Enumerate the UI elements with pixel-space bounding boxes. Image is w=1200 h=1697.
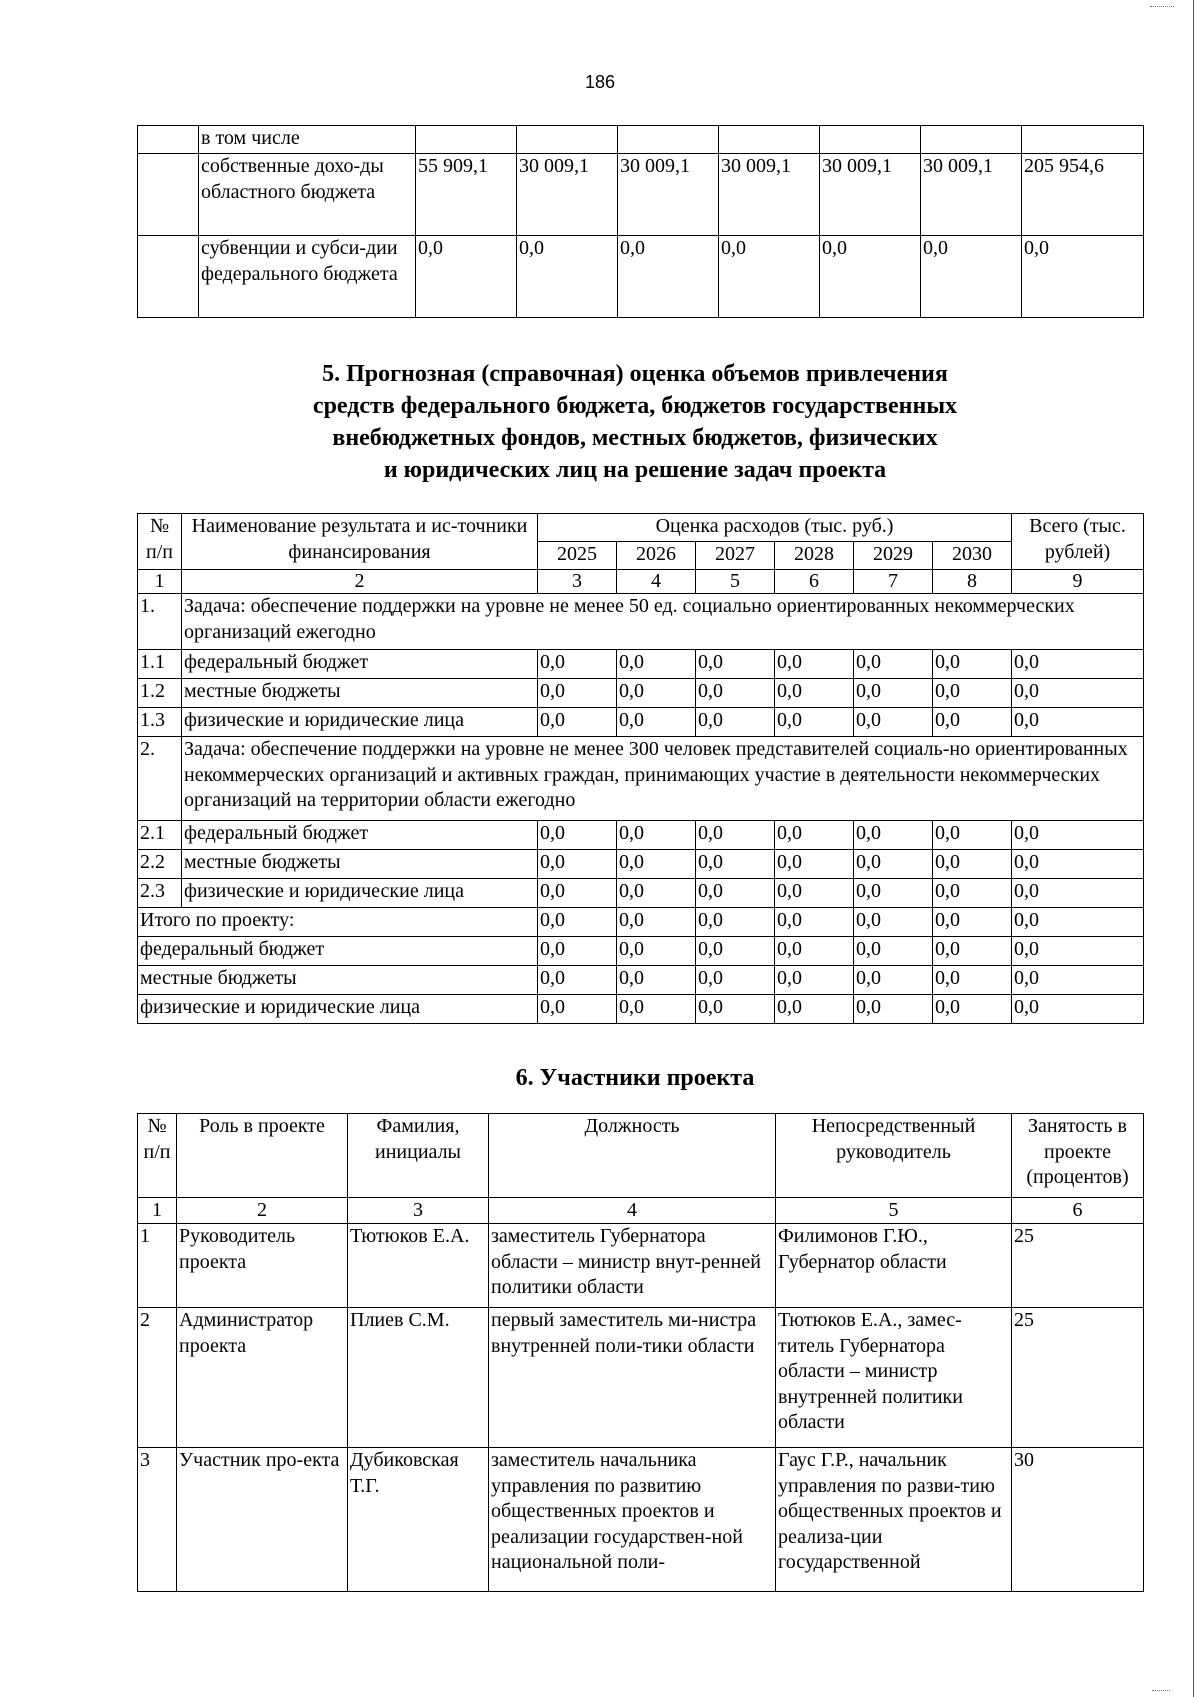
budget-row — [138, 236, 1144, 318]
total-row — [138, 908, 1144, 937]
funding-value: 0,0 — [933, 708, 1012, 737]
participant-manager: Филимонов Г.Ю., Губернатор области — [776, 1224, 1012, 1308]
total-value: 0,0 — [696, 937, 775, 966]
budget-value: 0,0 — [1022, 236, 1144, 318]
total-value: 0,0 — [854, 937, 933, 966]
funding-value: 0,0 — [696, 821, 775, 850]
funding-value: 0,0 — [775, 650, 854, 679]
funding-source: местные бюджеты — [182, 679, 538, 708]
funding-value: 0,0 — [696, 708, 775, 737]
total-value: 0,0 — [538, 937, 617, 966]
budget-value: 30 009,1 — [820, 154, 921, 236]
column-numbers-row — [138, 570, 1144, 594]
funding-source: физические и юридические лица — [182, 708, 538, 737]
funding-value: 0,0 — [933, 821, 1012, 850]
scan-corner-mark — [1150, 0, 1174, 7]
total-row — [138, 995, 1144, 1024]
column-number: 1 — [138, 570, 182, 594]
funding-value: 0,0 — [933, 650, 1012, 679]
funding-row — [138, 879, 1144, 908]
header-num: № п/п — [138, 1114, 177, 1198]
total-value: 0,0 — [1012, 908, 1144, 937]
column-number: 6 — [1012, 1198, 1144, 1224]
participant-role: Администратор проекта — [177, 1308, 348, 1448]
funding-value: 0,0 — [854, 708, 933, 737]
total-value: 0,0 — [696, 908, 775, 937]
column-number: 8 — [933, 570, 1012, 594]
funding-num: 2.2 — [138, 850, 182, 879]
participant-manager: Тютюков Е.А., замес-титель Губернатора области – министр внутренней политики области — [776, 1308, 1012, 1448]
task-num: 1. — [138, 594, 182, 650]
task-row — [138, 594, 1144, 650]
total-value: 0,0 — [617, 937, 696, 966]
budget-row — [138, 126, 1144, 154]
column-number: 2 — [177, 1198, 348, 1224]
header-year: 2030 — [933, 542, 1012, 570]
budget-value: 205 954,6 — [1022, 154, 1144, 236]
total-label: физические и юридические лица — [138, 995, 538, 1024]
funding-estimate-table — [137, 513, 1144, 1024]
funding-row — [138, 679, 1144, 708]
funding-value: 0,0 — [775, 850, 854, 879]
participant-name: Тютюков Е.А. — [348, 1224, 489, 1308]
budget-row — [138, 154, 1144, 236]
funding-value: 0,0 — [1012, 650, 1144, 679]
column-number: 9 — [1012, 570, 1144, 594]
total-value: 0,0 — [933, 908, 1012, 937]
funding-value: 0,0 — [933, 879, 1012, 908]
budget-value: 0,0 — [820, 236, 921, 318]
section5-title-line: 5. Прогнозная (справочная) оценка объемов привлечения — [322, 361, 948, 387]
column-number: 3 — [348, 1198, 489, 1224]
task-num: 2. — [138, 737, 182, 821]
participant-num: 2 — [138, 1308, 177, 1448]
funding-value: 0,0 — [1012, 821, 1144, 850]
funding-value: 0,0 — [933, 679, 1012, 708]
total-value: 0,0 — [617, 995, 696, 1024]
participant-num: 3 — [138, 1448, 177, 1592]
funding-value: 0,0 — [1012, 708, 1144, 737]
total-value: 0,0 — [696, 966, 775, 995]
funding-value: 0,0 — [538, 821, 617, 850]
funding-row — [138, 708, 1144, 737]
participant-row — [138, 1448, 1144, 1592]
total-value: 0,0 — [1012, 995, 1144, 1024]
funding-value: 0,0 — [538, 650, 617, 679]
budget-value — [820, 126, 921, 154]
funding-source: федеральный бюджет — [182, 821, 538, 850]
funding-value: 0,0 — [696, 679, 775, 708]
header-role: Роль в проекте — [177, 1114, 348, 1198]
header-year: 2025 — [538, 542, 617, 570]
header-position: Должность — [489, 1114, 776, 1198]
funding-value: 0,0 — [1012, 879, 1144, 908]
section5-title-line: и юридических лиц на решение задач проекта — [383, 457, 887, 483]
header-estimate: Оценка расходов (тыс. руб.) — [538, 514, 1012, 542]
task-text: Задача: обеспечение поддержки на уровне не менее 300 человек представителей социаль-но ориентированных некоммерческих организаций и активных граждан, принимающих участие в деятельности некоммерческих организаций на территории области ежегодно — [182, 737, 1144, 821]
funding-value: 0,0 — [933, 850, 1012, 879]
column-number: 6 — [775, 570, 854, 594]
section6-title: 6. Участники проекта — [515, 1065, 755, 1091]
funding-row — [138, 850, 1144, 879]
budget-value: 30 009,1 — [921, 154, 1022, 236]
funding-value: 0,0 — [854, 650, 933, 679]
participant-row — [138, 1308, 1144, 1448]
funding-value: 0,0 — [775, 879, 854, 908]
participant-role: Участник про-екта — [177, 1448, 348, 1592]
participant-position: первый заместитель ми-нистра внутренней поли-тики области — [489, 1308, 776, 1448]
budget-value — [517, 126, 618, 154]
header-year: 2027 — [696, 542, 775, 570]
participant-num: 1 — [138, 1224, 177, 1308]
page-number: 186 — [584, 72, 616, 92]
column-number: 2 — [182, 570, 538, 594]
column-number: 1 — [138, 1198, 177, 1224]
funding-value: 0,0 — [854, 879, 933, 908]
header-employment: Занятость в проекте (процентов) — [1012, 1114, 1144, 1198]
participant-row — [138, 1224, 1144, 1308]
section5-title — [0, 358, 1200, 486]
section5-title-line: средств федерального бюджета, бюджетов государственных — [312, 393, 958, 419]
participant-employment: 25 — [1012, 1308, 1144, 1448]
funding-value: 0,0 — [775, 708, 854, 737]
total-value: 0,0 — [854, 995, 933, 1024]
header-year: 2028 — [775, 542, 854, 570]
total-value: 0,0 — [617, 966, 696, 995]
funding-value: 0,0 — [617, 708, 696, 737]
participant-manager: Гаус Г.Р., начальник управления по разви-тию общественных проектов и реализа-ции государственной — [776, 1448, 1012, 1592]
funding-value: 0,0 — [617, 679, 696, 708]
funding-source: физические и юридические лица — [182, 879, 538, 908]
total-value: 0,0 — [933, 937, 1012, 966]
header-year: 2029 — [854, 542, 933, 570]
funding-source: федеральный бюджет — [182, 650, 538, 679]
participant-position: заместитель Губернатора области – министр внут-ренней политики области — [489, 1224, 776, 1308]
column-number: 5 — [776, 1198, 1012, 1224]
funding-value: 0,0 — [696, 850, 775, 879]
funding-row — [138, 821, 1144, 850]
total-value: 0,0 — [538, 966, 617, 995]
header-row — [138, 514, 1144, 542]
budget-value — [1022, 126, 1144, 154]
header-total: Всего (тыс. рублей) — [1012, 514, 1144, 570]
budget-continuation-table — [137, 125, 1144, 318]
budget-value — [416, 126, 517, 154]
total-value: 0,0 — [775, 995, 854, 1024]
funding-value: 0,0 — [538, 850, 617, 879]
funding-num: 1.2 — [138, 679, 182, 708]
total-label: местные бюджеты — [138, 966, 538, 995]
total-label: федеральный бюджет — [138, 937, 538, 966]
total-value: 0,0 — [933, 966, 1012, 995]
task-text: Задача: обеспечение поддержки на уровне не менее 50 ед. социально ориентированных некоммерческих организаций ежегодно — [182, 594, 1144, 650]
column-number: 4 — [617, 570, 696, 594]
total-value: 0,0 — [696, 995, 775, 1024]
column-number: 7 — [854, 570, 933, 594]
funding-value: 0,0 — [1012, 850, 1144, 879]
column-number: 4 — [489, 1198, 776, 1224]
participant-role: Руководитель проекта — [177, 1224, 348, 1308]
total-value: 0,0 — [775, 908, 854, 937]
funding-num: 2.3 — [138, 879, 182, 908]
funding-value: 0,0 — [854, 679, 933, 708]
funding-value: 0,0 — [538, 679, 617, 708]
funding-value: 0,0 — [538, 708, 617, 737]
scan-corner-mark-bottom — [1152, 1690, 1170, 1697]
budget-value: 0,0 — [921, 236, 1022, 318]
budget-value: 30 009,1 — [517, 154, 618, 236]
total-value: 0,0 — [617, 908, 696, 937]
empty-num-cell — [138, 154, 199, 236]
participant-employment: 30 — [1012, 1448, 1144, 1592]
column-number: 3 — [538, 570, 617, 594]
funding-value: 0,0 — [617, 879, 696, 908]
budget-value: 0,0 — [618, 236, 719, 318]
funding-value: 0,0 — [696, 879, 775, 908]
budget-value — [719, 126, 820, 154]
funding-value: 0,0 — [696, 650, 775, 679]
funding-value: 0,0 — [775, 821, 854, 850]
funding-value: 0,0 — [775, 679, 854, 708]
budget-value: 0,0 — [719, 236, 820, 318]
funding-value: 0,0 — [617, 821, 696, 850]
total-label: Итого по проекту: — [138, 908, 538, 937]
column-number: 5 — [696, 570, 775, 594]
participants-table — [137, 1113, 1144, 1592]
header-name: Фамилия, инициалы — [348, 1114, 489, 1198]
empty-num-cell — [138, 126, 199, 154]
budget-value: 0,0 — [416, 236, 517, 318]
header-row — [138, 1114, 1144, 1198]
funding-value: 0,0 — [538, 879, 617, 908]
funding-num: 1.3 — [138, 708, 182, 737]
participant-employment: 25 — [1012, 1224, 1144, 1308]
budget-value — [921, 126, 1022, 154]
budget-value: 30 009,1 — [618, 154, 719, 236]
total-value: 0,0 — [1012, 937, 1144, 966]
total-value: 0,0 — [775, 966, 854, 995]
total-value: 0,0 — [933, 995, 1012, 1024]
header-name: Наименование результата и ис-точники финансирования — [182, 514, 538, 570]
column-numbers-row — [138, 1198, 1144, 1224]
funding-value: 0,0 — [617, 850, 696, 879]
total-value: 0,0 — [854, 966, 933, 995]
funding-num: 2.1 — [138, 821, 182, 850]
participant-name: Плиев С.М. — [348, 1308, 489, 1448]
budget-source-label: субвенции и субси-дии федерального бюджета — [199, 236, 416, 318]
header-manager: Непосредственный руководитель — [776, 1114, 1012, 1198]
header-year: 2026 — [617, 542, 696, 570]
section5-title-line: внебюджетных фондов, местных бюджетов, физических — [332, 425, 938, 451]
budget-value: 55 909,1 — [416, 154, 517, 236]
funding-num: 1.1 — [138, 650, 182, 679]
header-num: № п/п — [138, 514, 182, 570]
funding-value: 0,0 — [617, 650, 696, 679]
funding-source: местные бюджеты — [182, 850, 538, 879]
participant-position: заместитель начальника управления по развитию общественных проектов и реализации государствен-ной национальной поли- — [489, 1448, 776, 1592]
total-row — [138, 966, 1144, 995]
funding-value: 0,0 — [1012, 679, 1144, 708]
total-value: 0,0 — [538, 908, 617, 937]
total-value: 0,0 — [854, 908, 933, 937]
budget-value: 0,0 — [517, 236, 618, 318]
funding-value: 0,0 — [854, 821, 933, 850]
task-row — [138, 737, 1144, 821]
budget-value: 30 009,1 — [719, 154, 820, 236]
total-value: 0,0 — [775, 937, 854, 966]
participant-name: Дубиковская Т.Г. — [348, 1448, 489, 1592]
budget-source-label: собственные дохо-ды областного бюджета — [199, 154, 416, 236]
scan-edge-line — [1193, 0, 1194, 1697]
empty-num-cell — [138, 236, 199, 318]
funding-value: 0,0 — [854, 850, 933, 879]
funding-row — [138, 650, 1144, 679]
total-value: 0,0 — [1012, 966, 1144, 995]
total-row — [138, 937, 1144, 966]
total-value: 0,0 — [538, 995, 617, 1024]
budget-value — [618, 126, 719, 154]
budget-source-label: в том числе — [199, 126, 416, 154]
